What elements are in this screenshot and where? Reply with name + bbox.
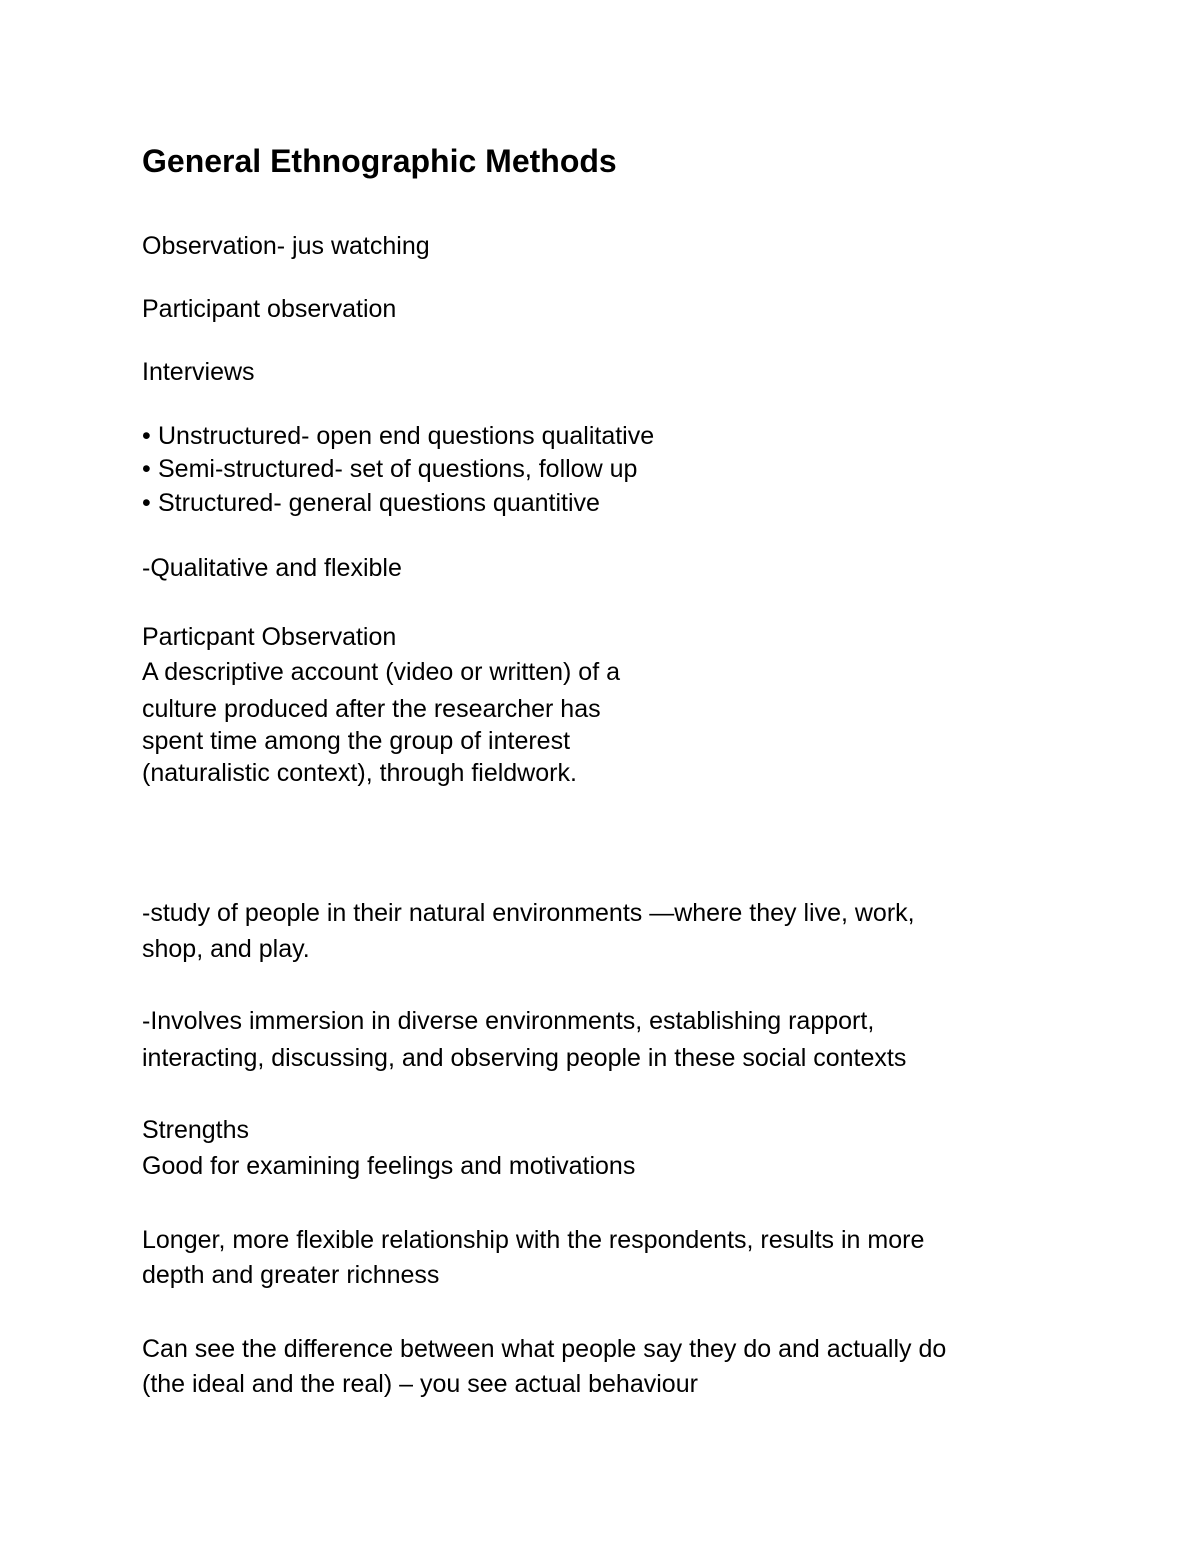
involves-note-line: interacting, discussing, and observing people in these social contexts	[142, 1044, 907, 1072]
interview-type-label: Semi-structured- set of questions, follow up	[158, 455, 638, 483]
participant-description-line: (naturalistic context), through fieldwork.	[142, 759, 577, 787]
interview-type-item	[142, 488, 600, 518]
strength-item: Can see the difference between what people say they do and actually do	[142, 1335, 947, 1363]
method-participant-observation: Participant observation	[142, 295, 397, 323]
interview-type-label: Structured- general questions quantitive	[158, 489, 600, 517]
involves-note-line: -Involves immersion in diverse environments, establishing rapport,	[142, 1007, 875, 1035]
interview-type-item	[142, 421, 654, 451]
strengths-heading: Strengths	[142, 1116, 250, 1144]
strength-item: (the ideal and the real) – you see actual behaviour	[142, 1370, 698, 1398]
participant-description-line: culture produced after the researcher has	[142, 695, 601, 723]
interview-type-label: Unstructured- open end questions qualitative	[158, 422, 655, 450]
participant-heading: Particpant Observation	[142, 623, 397, 651]
interview-type-item	[142, 454, 637, 484]
bullet-icon: •	[142, 422, 151, 450]
qualitative-note: -Qualitative and flexible	[142, 554, 402, 582]
participant-description-line: A descriptive account (video or written) of a	[142, 658, 621, 686]
page-title: General Ethnographic Methods	[142, 143, 617, 179]
bullet-icon: •	[142, 455, 151, 483]
participant-description-line: spent time among the group of interest	[142, 727, 571, 755]
method-observation: Observation- jus watching	[142, 232, 430, 260]
strength-item: Good for examining feelings and motivations	[142, 1152, 636, 1180]
bullet-icon: •	[142, 489, 151, 517]
study-note-line: -study of people in their natural environments —where they live, work,	[142, 899, 915, 927]
strength-item: Longer, more flexible relationship with the respondents, results in more	[142, 1226, 925, 1254]
strength-item: depth and greater richness	[142, 1261, 440, 1289]
study-note-line: shop, and play.	[142, 935, 310, 963]
method-interviews: Interviews	[142, 358, 255, 386]
